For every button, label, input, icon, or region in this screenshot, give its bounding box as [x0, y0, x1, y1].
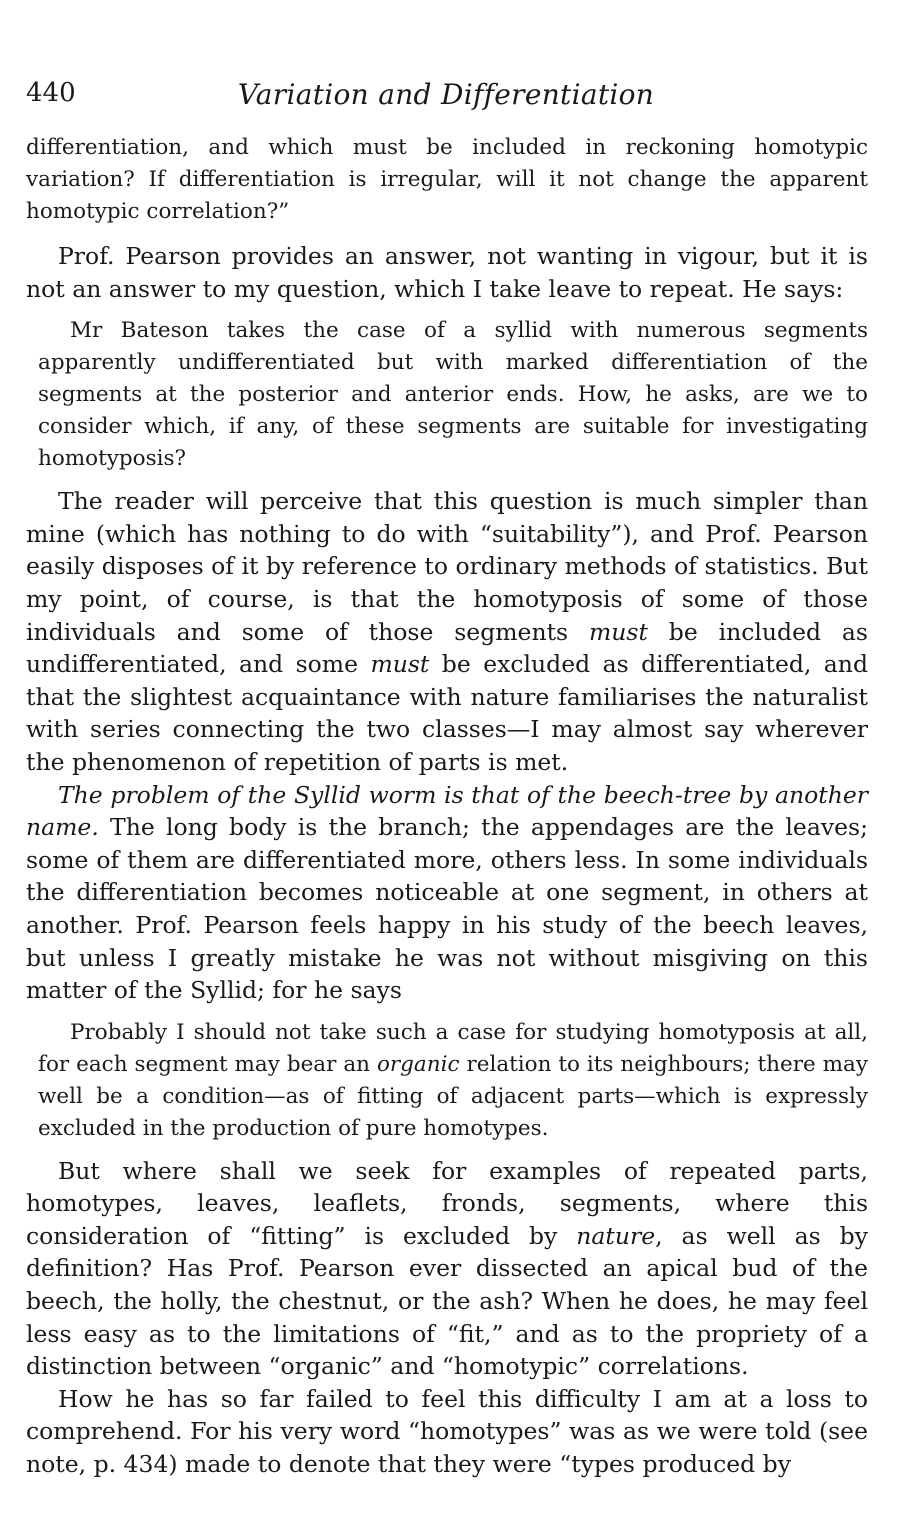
- paragraph-where-seek: [26, 1155, 868, 1383]
- text-run: The reader will perceive that this question is much simpler than mine (which has nothing to do with “suitability”), and Prof. Pearson easily disposes of it by reference to ordinary methods of statistics. But my point, of course, is that the homotyposis of some of those individuals and some of those segments: [26, 487, 868, 646]
- paragraph-pearson-answer: Prof. Pearson provides an answer, not wanting in vigour, but it is not an answer to my question, which I take leave to repeat. He says:: [26, 242, 868, 303]
- emphasis-problem-statement: The problem of the Syllid worm is that of the beech-tree by another name.: [26, 780, 868, 842]
- running-title: Variation and Differentiation: [237, 78, 655, 111]
- paragraph-failed-to-feel: How he has so far failed to feel this difficulty I am at a loss to comprehend. For his very word “homotypes” was as we were told (see note, p. 434) made to denote that they were “types produced by: [26, 1384, 868, 1479]
- paragraph-continued-quote: differentiation, and which must be included in reckoning homotypic variation? If differentiation is irregular, will it not change the apparent homotypic correlation?”: [26, 135, 868, 224]
- text-run: be included as undifferentiated, and some: [26, 617, 868, 679]
- paragraph-reader-perceive: [26, 485, 868, 778]
- text-run: relation to its neighbours; there may well be a condition—as of fitting of adjacent parts—which is expressly excluded in the production of pure homotypes.: [38, 1051, 868, 1141]
- emphasis-nature: nature: [576, 1221, 656, 1250]
- emphasis-must: must: [370, 650, 430, 679]
- block-quote-syllid: Mr Bateson takes the case of a syllid with numerous segments apparently undifferentiated but with marked differentiation of the segments at the posterior and anterior ends. How, he asks, are we to consider which, if any, of these segments are suitable for investigating homotyposis?: [38, 318, 868, 472]
- emphasis-organic: organic: [376, 1051, 460, 1077]
- text-run: The long body is the branch; the appendages are the leaves; some of them are differentiated more, others less. In some individuals the differentiation becomes noticeable at one segment, in others at another. Prof. Pearson feels happy in his study of the beech leaves, but unless I greatly mistake he was not without misgiving on this matter of the Syllid; for he says: [26, 813, 868, 1005]
- text-run: But where shall we seek for examples of repeated parts, homotypes, leaves, leaflets, fronds, segments, where this consideration of “fitting” is excluded by: [26, 1156, 868, 1250]
- text-run: be excluded as differentiated, and that the slightest acquaintance with nature familiarises the naturalist with series connecting the two classes—I may almost say wherever the phenomenon of repetition of parts is met.: [26, 650, 868, 776]
- page-body: [26, 132, 868, 1481]
- page-header: [26, 78, 866, 118]
- text-run: , as well as by definition? Has Prof. Pearson ever dissected an apical bud of the beech, the holly, the chestnut, or the ash? When he does, he may feel less easy as to the limitations of “fit,” and as to the propriety of a distinction between “organic” and “homotypic” correlations.: [26, 1221, 868, 1381]
- block-quote-probably: [26, 1017, 868, 1145]
- text-run: Probably I should not take such a case for studying homotyposis at all, for each segment may bear an: [38, 1019, 868, 1077]
- emphasis-must: must: [588, 617, 648, 646]
- page-number: 440: [26, 78, 76, 108]
- paragraph-syllid-problem: [26, 779, 868, 1007]
